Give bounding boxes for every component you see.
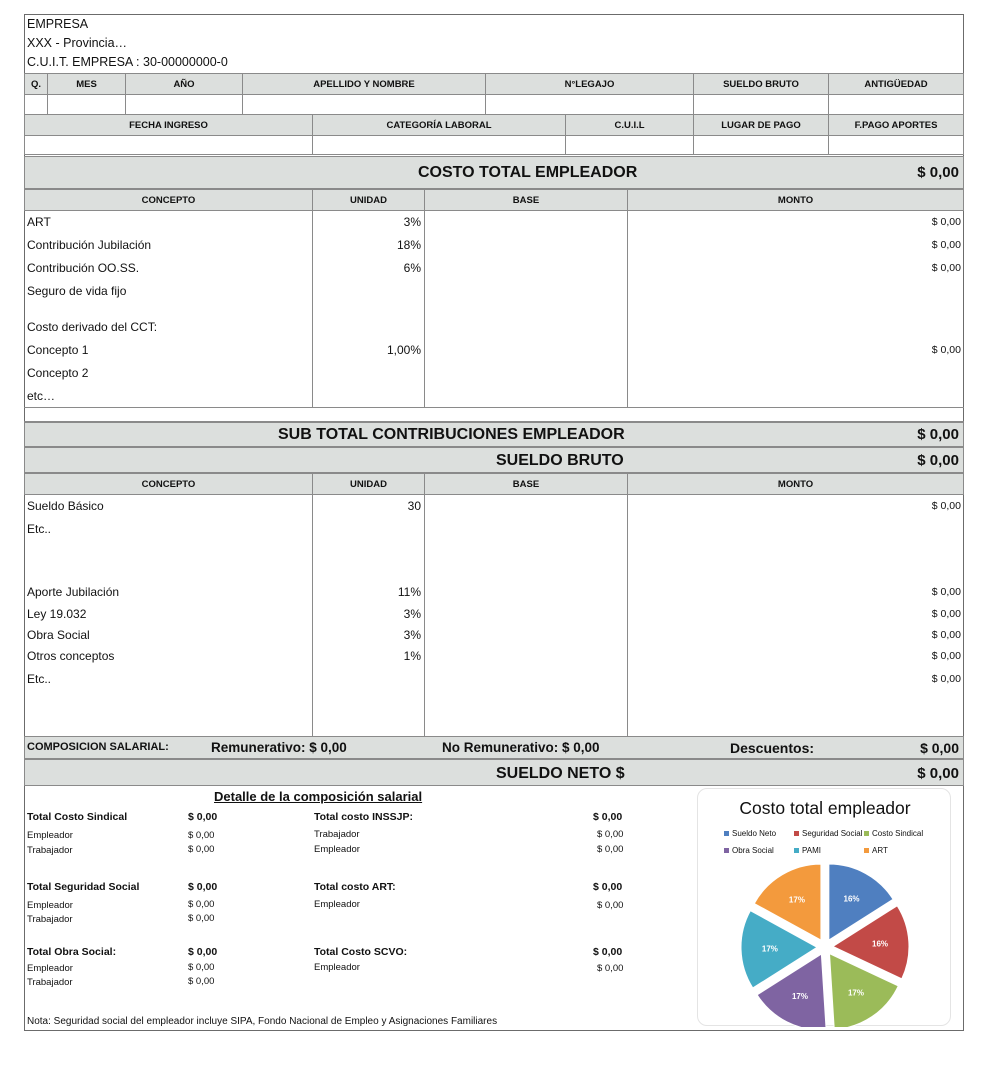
detail-row-amount: $ 0,00 [188, 844, 215, 855]
employer-row-concepto: Concepto 1 [27, 343, 89, 357]
legend-label: Obra Social [732, 846, 774, 855]
employer-row-concepto: Concepto 2 [27, 366, 89, 380]
sueldo-neto-amount: $ 0,00 [917, 765, 959, 782]
detalle-title: Detalle de la composición salarial [214, 789, 423, 804]
salary-row-concepto: Ley 19.032 [27, 607, 87, 621]
col-lugar-pago: LUGAR DE PAGO [693, 114, 829, 136]
composicion-band [24, 736, 964, 759]
detail-row-label: Empleador [314, 962, 360, 973]
cell-fecha-value[interactable] [24, 135, 313, 155]
employer-row-unidad: 6% [403, 261, 421, 275]
salary-row-concepto: Etc.. [27, 672, 52, 686]
legend-label: Seguridad Social [802, 829, 863, 838]
salary-divider [312, 494, 313, 737]
costo-total-amount: $ 0,00 [917, 164, 959, 181]
detail-row-label: Empleador [27, 830, 73, 841]
cell-lugar-value[interactable] [693, 135, 829, 155]
costo-total-band [24, 156, 964, 189]
salary-row-unidad: 30 [407, 499, 421, 513]
col-fecha-ingreso: FECHA INGRESO [24, 114, 313, 136]
sueldo-bruto-label: SUELDO BRUTO [496, 452, 624, 469]
detail-row-amount: $ 0,00 [597, 963, 624, 974]
detail-group-amount: $ 0,00 [188, 811, 218, 823]
col-legajo: N°LEGAJO [485, 73, 694, 95]
salary-divider [424, 494, 425, 737]
pie-data-label: 17% [788, 895, 805, 905]
subtotal-band [24, 422, 964, 447]
legend-swatch [864, 848, 869, 853]
salary-divider [627, 494, 628, 737]
remunerativo-value: Remunerativo: $ 0,00 [211, 740, 347, 755]
employer-row-unidad: 1,00% [386, 343, 421, 357]
detail-group-title: Total Costo Sindical [27, 811, 128, 823]
detail-row-label: Trabajador [27, 977, 73, 988]
pie-chart-svg [698, 857, 952, 1027]
employer-bottom-line [24, 407, 964, 408]
employer-row-concepto: Costo derivado del CCT: [27, 320, 158, 334]
detail-row-amount: $ 0,00 [597, 829, 624, 840]
salary-col-base: BASE [424, 473, 628, 495]
detail-group-amount: $ 0,00 [593, 811, 623, 823]
subtotal-label: SUB TOTAL CONTRIBUCIONES EMPLEADOR [278, 426, 625, 443]
detail-row-amount: $ 0,00 [188, 913, 215, 924]
employer-row-monto: $ 0,00 [931, 344, 961, 356]
employer-row-concepto: ART [27, 215, 51, 229]
salary-row-concepto: Aporte Jubilación [27, 585, 120, 599]
pie-data-label: 16% [843, 894, 860, 904]
salary-row-unidad: 3% [403, 628, 421, 642]
detail-row-amount: $ 0,00 [188, 830, 215, 841]
employer-divider [312, 210, 313, 408]
detail-row-amount: $ 0,00 [188, 976, 215, 987]
sueldo-bruto-amount: $ 0,00 [917, 452, 959, 469]
sueldo-neto-label: SUELDO NETO $ [496, 765, 625, 782]
employer-row-monto: $ 0,00 [931, 262, 961, 274]
salary-row-unidad: 3% [403, 607, 421, 621]
legend-item [864, 846, 888, 855]
legend-label: PAMI [802, 846, 821, 855]
legend-swatch [724, 848, 729, 853]
employer-row-concepto: Contribución OO.SS. [27, 261, 140, 275]
salary-row-concepto: Otros conceptos [27, 649, 115, 663]
cell-anio-value[interactable] [125, 94, 243, 115]
legend-item [724, 829, 776, 838]
detail-row-amount: $ 0,00 [597, 900, 624, 911]
salary-col-monto: MONTO [627, 473, 964, 495]
employer-row-concepto: Contribución Jubilación [27, 238, 152, 252]
employer-col-monto: MONTO [627, 189, 964, 211]
detail-group-amount: $ 0,00 [188, 881, 218, 893]
pie-data-label: 16% [872, 939, 889, 949]
detail-row-label: Trabajador [27, 845, 73, 856]
descuentos-amount: $ 0,00 [920, 740, 959, 756]
detail-row-label: Empleador [27, 963, 73, 974]
cell-apellido-value[interactable] [242, 94, 486, 115]
detail-group-amount: $ 0,00 [593, 881, 623, 893]
detail-group-title: Total Obra Social: [27, 946, 117, 958]
col-apellido-nombre: APELLIDO Y NOMBRE [242, 73, 486, 95]
salary-row-concepto: Sueldo Básico [27, 499, 104, 513]
col-antiguedad: ANTIGÜEDAD [828, 73, 964, 95]
col-anio: AÑO [125, 73, 243, 95]
detail-group-title: Total Costo SCVO: [314, 946, 408, 958]
legend-label: Costo Sindical [872, 829, 924, 838]
company-province: XXX - Provincia… [27, 36, 128, 50]
chart-title: Costo total empleador [739, 798, 911, 818]
detail-row-amount: $ 0,00 [188, 899, 215, 910]
legend-swatch [794, 831, 799, 836]
company-name: EMPRESA [27, 17, 89, 31]
col-q: Q. [24, 73, 48, 95]
cell-mes-value[interactable] [47, 94, 126, 115]
salary-row-unidad: 11% [397, 585, 421, 599]
employer-row-unidad: 18% [396, 238, 421, 252]
col-fpago-aportes: F.PAGO APORTES [828, 114, 964, 136]
employer-col-concepto: CONCEPTO [24, 189, 313, 211]
cell-fpago-value[interactable] [828, 135, 964, 155]
subtotal-amount: $ 0,00 [917, 426, 959, 443]
salary-row-monto: $ 0,00 [931, 500, 961, 512]
col-mes: MES [47, 73, 126, 95]
legend-swatch [794, 848, 799, 853]
employer-divider [627, 210, 628, 408]
salary-col-concepto: CONCEPTO [24, 473, 313, 495]
salary-row-monto: $ 0,00 [931, 673, 961, 685]
legend-item [794, 829, 862, 838]
employer-divider [424, 210, 425, 408]
detail-group-amount: $ 0,00 [593, 946, 623, 958]
salary-row-unidad: 1% [403, 649, 421, 663]
employer-col-base: BASE [424, 189, 628, 211]
col-sueldo-bruto: SUELDO BRUTO [693, 73, 829, 95]
pie-data-label: 17% [761, 944, 778, 954]
salary-col-unidad: UNIDAD [312, 473, 425, 495]
legend-swatch [864, 831, 869, 836]
salary-row-monto: $ 0,00 [931, 608, 961, 620]
detail-row-label: Empleador [314, 899, 360, 910]
cell-legajo-value[interactable] [485, 94, 694, 115]
detail-row-label: Trabajador [314, 829, 360, 840]
cell-categoria-value[interactable] [312, 135, 566, 155]
salary-row-monto: $ 0,00 [931, 650, 961, 662]
employer-row-monto: $ 0,00 [931, 239, 961, 251]
legend-item [724, 846, 774, 855]
detail-group-title: Total costo INSSJP: [314, 811, 413, 823]
legend-item [864, 829, 923, 838]
detail-group-title: Total Seguridad Social [27, 881, 140, 893]
cell-antiguedad-value[interactable] [828, 94, 964, 115]
legend-item [794, 846, 821, 855]
costo-total-label: COSTO TOTAL EMPLEADOR [418, 164, 638, 181]
salary-row-monto: $ 0,00 [931, 629, 961, 641]
detalle-nota: Nota: Seguridad social del empleador incluye SIPA, Fondo Nacional de Empleo y Asignaciones Familiares [27, 1016, 498, 1027]
sueldo-bruto-band [24, 447, 964, 473]
salary-row-monto: $ 0,00 [931, 586, 961, 598]
legend-label: Sueldo Neto [732, 829, 777, 838]
detail-row-label: Empleador [314, 844, 360, 855]
salary-row-concepto: Etc.. [27, 522, 52, 536]
composicion-label: COMPOSICION SALARIAL: [27, 741, 169, 753]
cell-cuil-value[interactable] [565, 135, 694, 155]
pie-data-label: 17% [847, 988, 864, 998]
col-cuil: C.U.I.L [565, 114, 694, 136]
pie-chart-container [697, 788, 951, 1026]
detail-row-amount: $ 0,00 [597, 844, 624, 855]
sueldo-neto-band [24, 759, 964, 786]
employer-row-unidad: 3% [403, 215, 421, 229]
detail-row-label: Trabajador [27, 914, 73, 925]
detail-group-amount: $ 0,00 [188, 946, 218, 958]
legend-swatch [724, 831, 729, 836]
cell-sueldo-value[interactable] [693, 94, 829, 115]
company-cuit: C.U.I.T. EMPRESA : 30-00000000-0 [27, 55, 228, 69]
detail-row-amount: $ 0,00 [188, 962, 215, 973]
cell-q-value[interactable] [24, 94, 48, 115]
no-remunerativo-value: No Remunerativo: $ 0,00 [442, 740, 600, 755]
detail-row-label: Empleador [27, 900, 73, 911]
employer-row-concepto: Seguro de vida fijo [27, 284, 127, 298]
employer-row-concepto: etc… [27, 389, 56, 403]
col-categoria: CATEGORÍA LABORAL [312, 114, 566, 136]
employer-col-unidad: UNIDAD [312, 189, 425, 211]
salary-row-concepto: Obra Social [27, 628, 90, 642]
descuentos-label: Descuentos: [730, 740, 815, 756]
employer-row-monto: $ 0,00 [931, 216, 961, 228]
legend-label: ART [872, 846, 888, 855]
detail-group-title: Total costo ART: [314, 881, 396, 893]
pie-data-label: 17% [791, 992, 808, 1002]
